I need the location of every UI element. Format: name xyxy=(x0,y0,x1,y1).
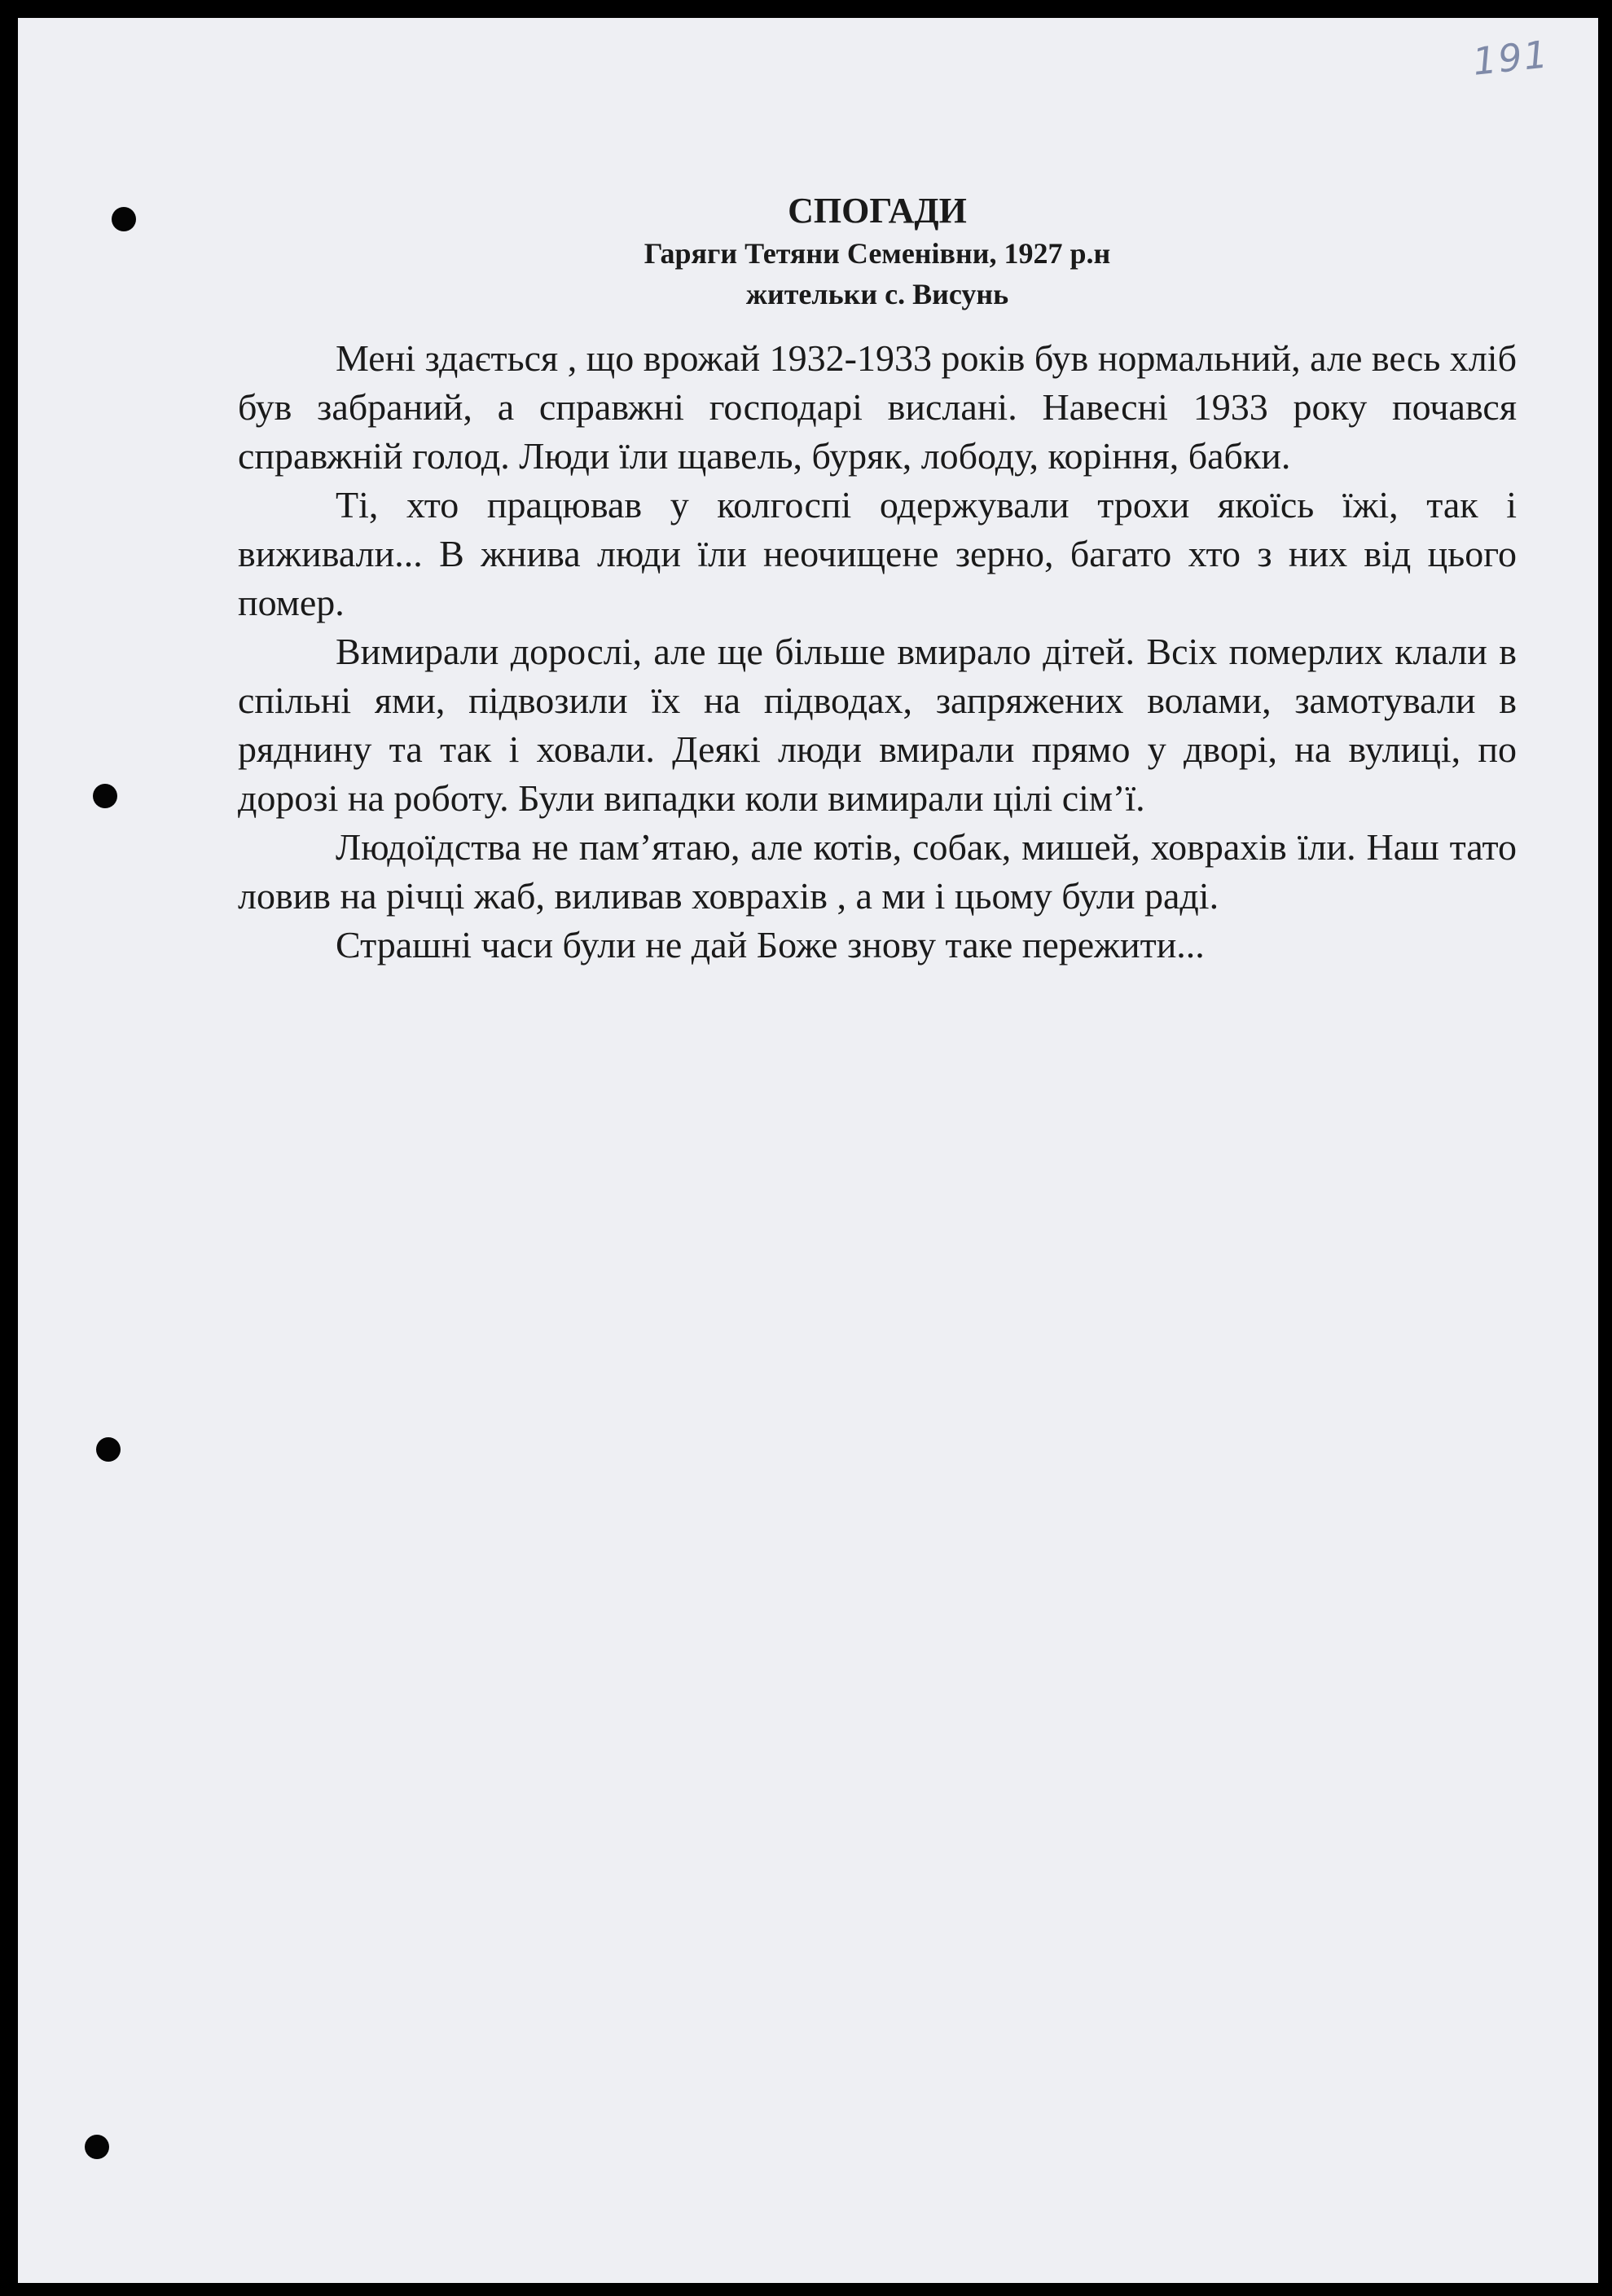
document-title: СПОГАДИ xyxy=(788,191,967,231)
punch-hole xyxy=(93,784,117,808)
document-content xyxy=(238,189,1517,970)
paragraph: Вимирали дорослі, але ще більше вмирало дітей. Всіх померлих клали в спільні ями, підвозили їх на підводах, запряжених волами, замотували в ряднину та так і ховали. Деякі люди вмирали прямо у дворі, на вулиці, по дорозі на роботу. Були випадки коли вимирали цілі сім’ї. xyxy=(238,631,1517,819)
punch-hole xyxy=(112,207,136,231)
paragraph: Мені здається , що врожай 1932-1933 років був нормальний, але весь хліб був забраний, а справжні господарі вислані. Навесні 1933 року почався справжній голод. Люди їли щавель, буряк, лободу, коріння, бабки. xyxy=(238,337,1517,477)
document-page xyxy=(18,18,1598,2283)
document-subtitle-residence: жительки с. Висунь xyxy=(745,278,1009,310)
document-subtitle-author: Гаряги Тетяни Семенівни, 1927 р.н xyxy=(643,237,1111,270)
paragraph: Людоїдства не пам’ятаю, але котів, собак, мишей, ховрахів їли. Наш тато ловив на річці жаб, виливав ховрахів , а ми і цьому були раді. xyxy=(238,826,1517,917)
paragraph: Страшні часи були не дай Боже знову таке пережити... xyxy=(336,924,1205,965)
document-body xyxy=(238,334,1517,970)
paragraph: Ті, хто працював у колгоспі одержували трохи якоїсь їжі, так і виживали... В жнива люди їли неочищене зерно, багато хто з них від цього помер. xyxy=(238,484,1517,623)
punch-hole xyxy=(85,2135,109,2159)
handwritten-page-number: 191 xyxy=(1470,32,1552,84)
punch-hole xyxy=(96,1437,121,1462)
